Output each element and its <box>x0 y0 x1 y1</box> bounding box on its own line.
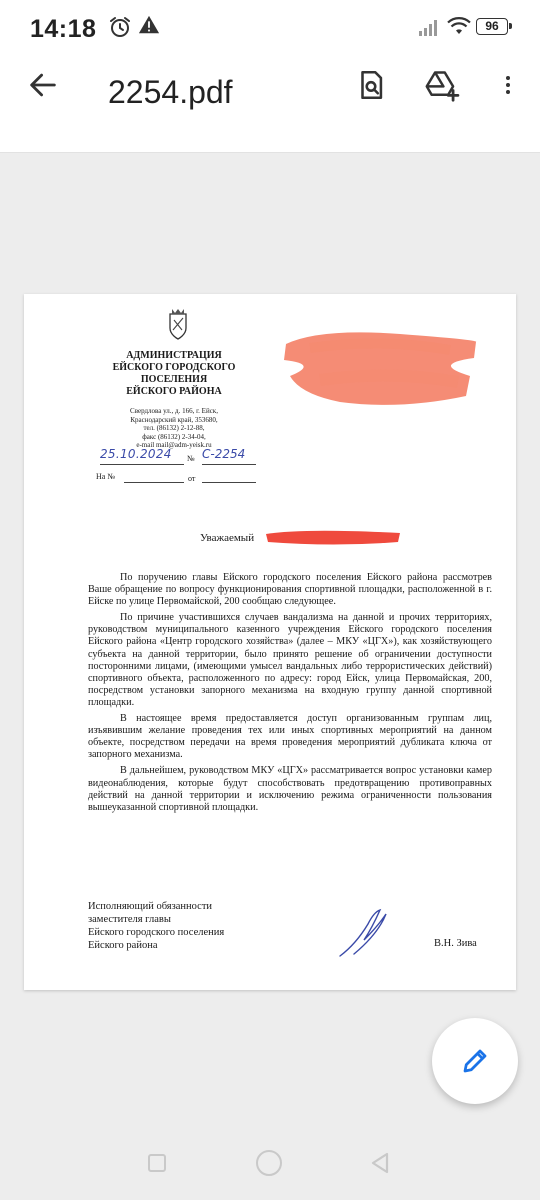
handwritten-number: С-2254 <box>202 447 246 461</box>
org-name: АДМИНИСТРАЦИЯ ЕЙСКОГО ГОРОДСКОГО ПОСЕЛЕНИЯ ЕЙСКОГО РАЙОНА <box>112 350 236 397</box>
warning-icon <box>138 14 160 36</box>
date-underline <box>100 464 184 465</box>
letter-body <box>88 572 492 818</box>
app-bar <box>0 60 540 153</box>
home-button[interactable] <box>256 1150 282 1176</box>
paragraph: В настоящее время предоставляется доступ организованным группам лиц, изъявившим желание проведения тех или иных спортивных мероприятий на данном объекте, посредством передачи на время проведения мероприятий дубликата ключа от запорного механизма. <box>88 713 492 761</box>
search-document-icon[interactable] <box>354 68 388 102</box>
add-to-drive-icon[interactable] <box>424 68 460 102</box>
reference-label: На № <box>96 472 115 481</box>
edit-button[interactable] <box>432 1018 518 1104</box>
greeting: Уважаемый <box>200 532 255 544</box>
addressee-redaction <box>280 324 480 410</box>
number-underline <box>202 464 256 465</box>
status-time: 14:18 <box>30 15 97 43</box>
signature-graphic <box>334 904 394 964</box>
wifi-icon <box>447 16 471 36</box>
pencil-icon <box>460 1046 490 1076</box>
number-label: № <box>187 454 195 463</box>
alarm-icon <box>108 15 132 39</box>
coat-of-arms-icon <box>166 308 190 342</box>
status-bar <box>0 0 540 60</box>
reference-from-label: от <box>188 474 196 483</box>
nav-back-icon[interactable] <box>370 1152 390 1174</box>
reference-underline <box>124 482 184 483</box>
recent-apps-button[interactable] <box>148 1154 166 1172</box>
signal-icon <box>418 18 440 36</box>
arrow-left-icon[interactable] <box>26 68 60 102</box>
paragraph: В дальнейшем, руководством МКУ «ЦГХ» рассматривается вопрос установки камер видеонаблюдения, которые будут способствовать предотвращению противоправных действий на данной территории и исключению режима ограниченности пользования вышеуказанной спортивной площадки. <box>88 765 492 813</box>
paragraph: По причине участившихся случаев вандализма на данной и прочих территориях, руководством муниципального казенного учреждения Ейского городского поселения Ейского района «Центр городского хозяйства» (далее – МКУ «ЦГХ»), как хозяйствующего субъекта на данной территории, было принято решение об ограничении доступности посторонними лицами, (имеющими умысел вандальных либо террористических действий) спортивного объекта, расположенного по адресу: город Ейск, улица Первомайская, 200, посредством установки запорного механизма на входную группу данной спортивной площадки. <box>88 612 492 708</box>
pdf-page[interactable] <box>24 294 516 990</box>
signer-position: Исполняющий обязанности заместителя главы Ейского городского поселения Ейского района <box>88 901 225 951</box>
org-address: Свердлова ул., д. 166, г. Ейск, Краснодарский край, 353680, тел. (86132) 2-12-88, факс (86132) 2-34-04, e-mail mail@adm-yeisk.ru <box>130 407 218 450</box>
file-title: 2254.pdf <box>108 74 233 110</box>
name-redaction <box>264 528 402 546</box>
more-vert-icon[interactable] <box>496 68 520 102</box>
paragraph: По поручению главы Ейского городского поселения Ейского района рассмотрев Ваше обращение по вопросу функционирования спортивной площадки, расположенной в г. Ейске по улице Первомайской, 200 сообщаю следующее. <box>88 572 492 608</box>
handwritten-date: 25.10.2024 <box>100 447 172 461</box>
signer-name: В.Н. Зива <box>434 938 477 949</box>
reference-date-underline <box>202 482 256 483</box>
battery-indicator: 96 <box>476 18 508 35</box>
